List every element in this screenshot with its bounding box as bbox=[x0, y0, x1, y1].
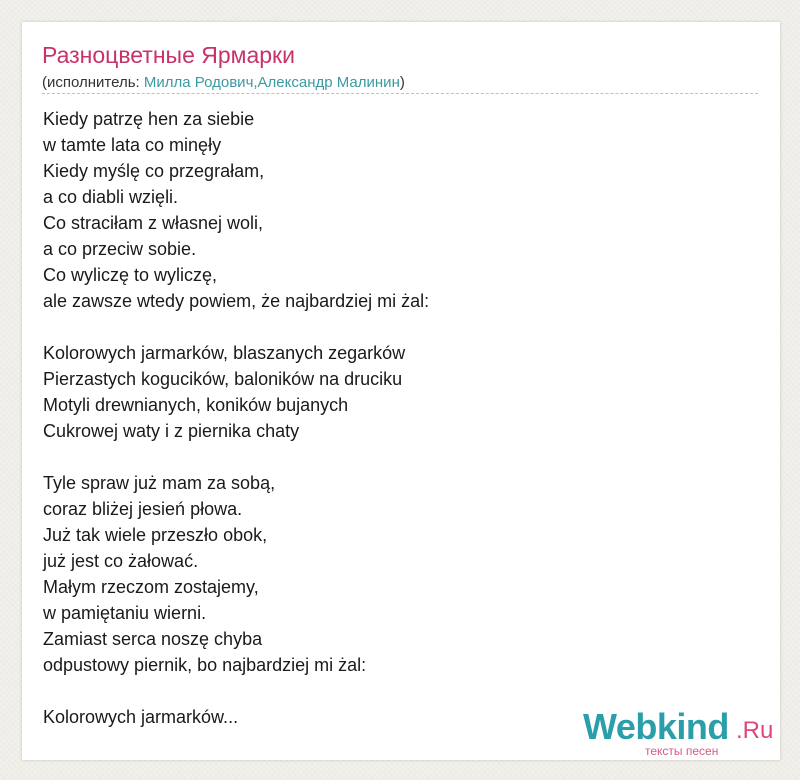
lyric-line: Już tak wiele przeszło obok, bbox=[43, 525, 268, 545]
lyric-line: Małym rzeczom zostajemy, bbox=[43, 577, 259, 597]
webkind-logo[interactable] bbox=[583, 707, 783, 757]
lyric-line: Kiedy myślę co przegrałam, bbox=[43, 161, 265, 181]
lyric-line: Co wyliczę to wyliczę, bbox=[43, 265, 218, 285]
lyric-line: Pierzastych kogucików, baloników na druciku bbox=[43, 369, 403, 389]
performer-link[interactable]: Милла Родович,Александр Малинин bbox=[143, 74, 400, 91]
logo-tagline: тексты песен bbox=[645, 744, 719, 758]
lyric-line: Kolorowych jarmarków, blaszanych zegarków bbox=[43, 343, 406, 363]
lyric-line: Motyli drewnianych, koników bujanych bbox=[43, 395, 349, 415]
dotted-divider bbox=[42, 93, 758, 94]
lyric-line: Cukrowej waty i z piernika chaty bbox=[43, 421, 300, 441]
lyric-line: Kiedy patrzę hen za siebie bbox=[43, 109, 255, 129]
logo-domain: .Ru bbox=[736, 717, 774, 744]
lyric-line: Co straciłam z własnej woli, bbox=[43, 213, 264, 233]
song-title: Разноцветные Ярмарки bbox=[42, 42, 295, 68]
lyric-line: coraz bliżej jesień płowa. bbox=[43, 499, 243, 519]
lyric-line: a co diabli wzięli. bbox=[43, 187, 179, 207]
performer-prefix: (исполнитель: bbox=[42, 74, 144, 91]
performer-suffix: ) bbox=[399, 74, 405, 91]
lyric-line: Zamiast serca noszę chyba bbox=[43, 629, 263, 649]
lyric-line: a co przeciw sobie. bbox=[43, 239, 197, 259]
logo-name: Webkind bbox=[583, 706, 729, 747]
lyric-line: już jest co żałować. bbox=[43, 551, 199, 571]
lyric-line: w pamiętaniu wierni. bbox=[43, 603, 207, 623]
lyric-line: Tyle spraw już mam za sobą, bbox=[43, 473, 276, 493]
performer-line bbox=[42, 74, 405, 91]
lyric-line: ale zawsze wtedy powiem, że najbardziej mi żal: bbox=[43, 291, 430, 311]
lyric-line: odpustowy piernik, bo najbardziej mi żal: bbox=[43, 655, 367, 675]
lyric-line-blank bbox=[43, 678, 743, 704]
lyric-line: w tamte lata co minęły bbox=[43, 135, 222, 155]
lyrics-text bbox=[43, 106, 743, 730]
lyrics-card bbox=[22, 22, 780, 760]
lyric-line: Kolorowych jarmarków... bbox=[43, 707, 239, 727]
lyric-line-blank bbox=[43, 444, 743, 470]
lyric-line-blank bbox=[43, 314, 743, 340]
